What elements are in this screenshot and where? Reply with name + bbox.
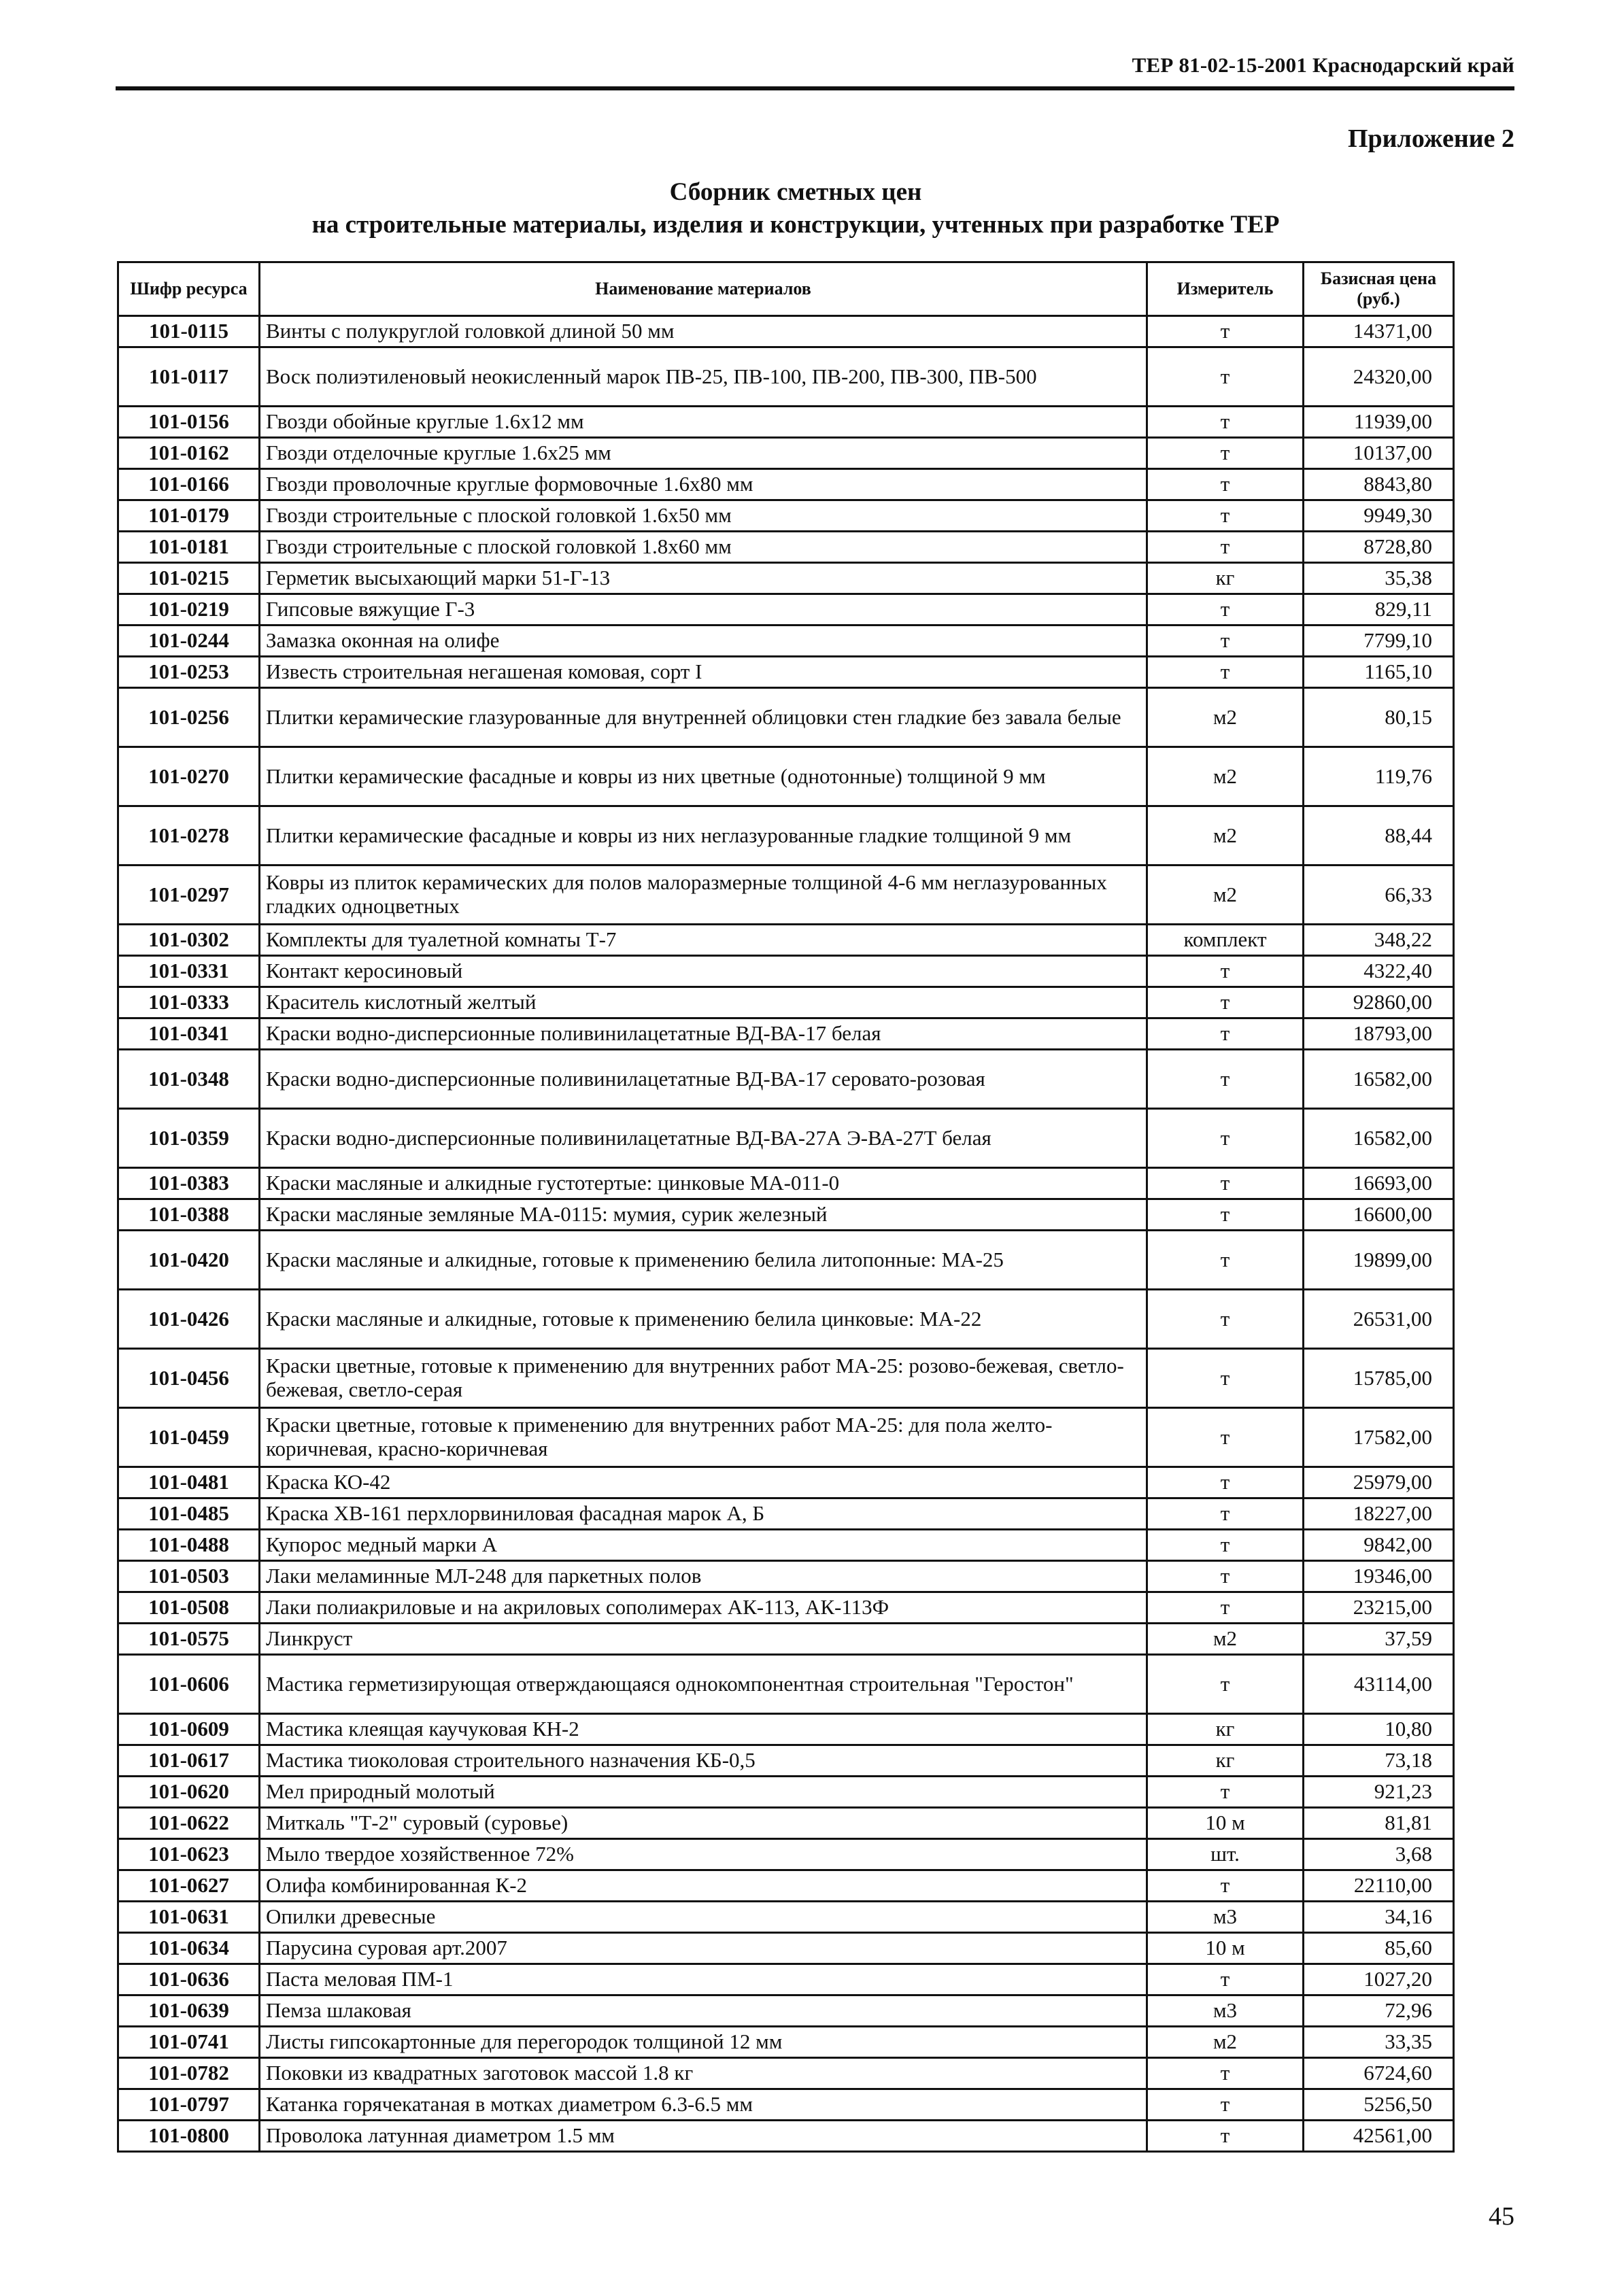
material-name-cell: Опилки древесные: [260, 1902, 1147, 1933]
resource-code-cell: 101-0115: [118, 316, 260, 347]
material-name-cell: Листы гипсокартонные для перегородок толщиной 12 мм: [260, 2027, 1147, 2058]
table-row: [118, 1655, 1454, 1714]
material-name-cell: Плитки керамические фасадные и ковры из них неглазурованные гладкие толщиной 9 мм: [260, 806, 1147, 866]
material-name-cell: Герметик высыхающий марки 51-Г-13: [260, 563, 1147, 594]
resource-code-cell: 101-0609: [118, 1714, 260, 1745]
price-cell: 24320,00: [1304, 347, 1454, 407]
unit-cell: т: [1147, 469, 1304, 500]
table-row: [118, 2058, 1454, 2089]
material-name-cell: Замазка оконная на олифе: [260, 626, 1147, 657]
resource-code-cell: 101-0623: [118, 1839, 260, 1870]
page-number: 45: [1489, 2202, 1514, 2231]
table-row: [118, 469, 1454, 500]
material-name-cell: Краски цветные, готовые к применению для внутренних работ МА-25: для пола желто-коричневая, красно-коричневая: [260, 1408, 1147, 1467]
resource-code-cell: 101-0617: [118, 1745, 260, 1777]
resource-code-cell: 101-0341: [118, 1018, 260, 1050]
price-cell: 72,96: [1304, 1995, 1454, 2027]
price-cell: 6724,60: [1304, 2058, 1454, 2089]
resource-code-cell: 101-0162: [118, 438, 260, 469]
table-row: [118, 1777, 1454, 1808]
price-cell: 119,76: [1304, 747, 1454, 806]
material-name-cell: Поковки из квадратных заготовок массой 1.8 кг: [260, 2058, 1147, 2089]
resource-code-cell: 101-0256: [118, 688, 260, 747]
table-row: [118, 1467, 1454, 1498]
material-name-cell: Краски водно-дисперсионные поливинилацетатные ВД-ВА-27А Э-ВА-27Т белая: [260, 1109, 1147, 1168]
table-row: [118, 2121, 1454, 2152]
material-name-cell: Гвозди проволочные круглые формовочные 1.6х80 мм: [260, 469, 1147, 500]
unit-cell: т: [1147, 657, 1304, 688]
price-cell: 19346,00: [1304, 1561, 1454, 1592]
material-name-cell: Паста меловая ПМ-1: [260, 1964, 1147, 1995]
resource-code-cell: 101-0636: [118, 1964, 260, 1995]
unit-cell: т: [1147, 438, 1304, 469]
material-name-cell: Краски масляные и алкидные, готовые к применению белила литопонные: МА-25: [260, 1231, 1147, 1290]
table-row: [118, 657, 1454, 688]
material-name-cell: Плитки керамические глазурованные для внутренней облицовки стен гладкие без завала белые: [260, 688, 1147, 747]
table-row: [118, 1050, 1454, 1109]
unit-cell: 10 м: [1147, 1808, 1304, 1839]
price-cell: 85,60: [1304, 1933, 1454, 1964]
unit-cell: т: [1147, 1290, 1304, 1349]
unit-cell: кг: [1147, 1714, 1304, 1745]
resource-code-cell: 101-0508: [118, 1592, 260, 1624]
resource-code-cell: 101-0179: [118, 500, 260, 532]
unit-cell: т: [1147, 594, 1304, 626]
material-name-cell: Олифа комбинированная К-2: [260, 1870, 1147, 1902]
price-cell: 4322,40: [1304, 956, 1454, 987]
material-name-cell: Краска ХВ-161 перхлорвиниловая фасадная марок А, Б: [260, 1498, 1147, 1530]
table-row: [118, 2089, 1454, 2121]
material-name-cell: Комплекты для туалетной комнаты Т-7: [260, 925, 1147, 956]
table-row: [118, 1199, 1454, 1231]
price-cell: 34,16: [1304, 1902, 1454, 1933]
table-row: [118, 626, 1454, 657]
resource-code-cell: 101-0359: [118, 1109, 260, 1168]
table-row: [118, 866, 1454, 925]
price-cell: 73,18: [1304, 1745, 1454, 1777]
price-cell: 92860,00: [1304, 987, 1454, 1018]
unit-cell: кг: [1147, 1745, 1304, 1777]
unit-cell: т: [1147, 1964, 1304, 1995]
price-cell: 8843,80: [1304, 469, 1454, 500]
material-name-cell: Мел природный молотый: [260, 1777, 1147, 1808]
unit-cell: кг: [1147, 563, 1304, 594]
unit-cell: м2: [1147, 1624, 1304, 1655]
price-cell: 3,68: [1304, 1839, 1454, 1870]
table-header-row: [118, 262, 1454, 316]
resource-code-cell: 101-0606: [118, 1655, 260, 1714]
resource-code-cell: 101-0575: [118, 1624, 260, 1655]
price-cell: 16693,00: [1304, 1168, 1454, 1199]
unit-cell: т: [1147, 626, 1304, 657]
unit-cell: т: [1147, 2121, 1304, 2152]
material-name-cell: Винты с полукруглой головкой длиной 50 мм: [260, 316, 1147, 347]
material-name-cell: Линкруст: [260, 1624, 1147, 1655]
price-cell: 43114,00: [1304, 1655, 1454, 1714]
resource-code-cell: 101-0278: [118, 806, 260, 866]
price-cell: 14371,00: [1304, 316, 1454, 347]
price-cell: 88,44: [1304, 806, 1454, 866]
resource-code-cell: 101-0348: [118, 1050, 260, 1109]
material-name-cell: Гипсовые вяжущие Г-3: [260, 594, 1147, 626]
material-name-cell: Краски масляные и алкидные, готовые к применению белила цинковые: МА-22: [260, 1290, 1147, 1349]
price-cell: 19899,00: [1304, 1231, 1454, 1290]
price-cell: 33,35: [1304, 2027, 1454, 2058]
table-row: [118, 1530, 1454, 1561]
table-row: [118, 1498, 1454, 1530]
page-title: Сборник сметных цен: [669, 178, 922, 206]
unit-cell: т: [1147, 1498, 1304, 1530]
unit-cell: т: [1147, 1408, 1304, 1467]
material-name-cell: Пемза шлаковая: [260, 1995, 1147, 2027]
table-row: [118, 1290, 1454, 1349]
resource-code-cell: 101-0622: [118, 1808, 260, 1839]
price-cell: 25979,00: [1304, 1467, 1454, 1498]
price-cell: 37,59: [1304, 1624, 1454, 1655]
unit-cell: т: [1147, 1018, 1304, 1050]
material-name-cell: Купорос медный марки А: [260, 1530, 1147, 1561]
unit-cell: т: [1147, 1199, 1304, 1231]
resource-code-cell: 101-0741: [118, 2027, 260, 2058]
table-row: [118, 1964, 1454, 1995]
material-name-cell: Известь строительная негашеная комовая, сорт I: [260, 657, 1147, 688]
table-row: [118, 1109, 1454, 1168]
unit-cell: т: [1147, 1592, 1304, 1624]
resource-code-cell: 101-0426: [118, 1290, 260, 1349]
unit-cell: т: [1147, 1777, 1304, 1808]
material-name-cell: Краситель кислотный желтый: [260, 987, 1147, 1018]
material-name-cell: Контакт керосиновый: [260, 956, 1147, 987]
document-reference: ТЕР 81-02-15-2001 Краснодарский край: [1132, 53, 1514, 77]
resource-code-cell: 101-0620: [118, 1777, 260, 1808]
table-row: [118, 1561, 1454, 1592]
unit-cell: м2: [1147, 866, 1304, 925]
unit-cell: м3: [1147, 1902, 1304, 1933]
table-row: [118, 2027, 1454, 2058]
material-name-cell: Мастика герметизирующая отверждающаяся однокомпонентная строительная "Геростон": [260, 1655, 1147, 1714]
unit-cell: м3: [1147, 1995, 1304, 2027]
unit-cell: т: [1147, 1349, 1304, 1408]
price-cell: 16582,00: [1304, 1109, 1454, 1168]
unit-cell: т: [1147, 1530, 1304, 1561]
table-row: [118, 347, 1454, 407]
price-cell: 5256,50: [1304, 2089, 1454, 2121]
price-cell: 348,22: [1304, 925, 1454, 956]
resource-code-cell: 101-0631: [118, 1902, 260, 1933]
price-cell: 10137,00: [1304, 438, 1454, 469]
table-row: [118, 316, 1454, 347]
unit-cell: т: [1147, 1050, 1304, 1109]
unit-cell: т: [1147, 1655, 1304, 1714]
resource-code-cell: 101-0388: [118, 1199, 260, 1231]
material-name-cell: Мыло твердое хозяйственное 72%: [260, 1839, 1147, 1870]
unit-cell: т: [1147, 316, 1304, 347]
column-header-price: Базисная цена (руб.): [1304, 262, 1454, 316]
table-row: [118, 1870, 1454, 1902]
table-row: [118, 1018, 1454, 1050]
table-row: [118, 1408, 1454, 1467]
material-name-cell: Гвозди обойные круглые 1.6х12 мм: [260, 407, 1147, 438]
materials-table: [117, 261, 1455, 2153]
price-cell: 16582,00: [1304, 1050, 1454, 1109]
table-row: [118, 956, 1454, 987]
resource-code-cell: 101-0481: [118, 1467, 260, 1498]
unit-cell: шт.: [1147, 1839, 1304, 1870]
price-cell: 26531,00: [1304, 1290, 1454, 1349]
unit-cell: т: [1147, 1467, 1304, 1498]
table-row: [118, 1839, 1454, 1870]
price-cell: 829,11: [1304, 594, 1454, 626]
unit-cell: т: [1147, 1231, 1304, 1290]
table-row: [118, 407, 1454, 438]
price-cell: 23215,00: [1304, 1592, 1454, 1624]
table-row: [118, 925, 1454, 956]
table-row: [118, 438, 1454, 469]
price-cell: 7799,10: [1304, 626, 1454, 657]
material-name-cell: Миткаль "Т-2" суровый (суровье): [260, 1808, 1147, 1839]
unit-cell: т: [1147, 1168, 1304, 1199]
resource-code-cell: 101-0456: [118, 1349, 260, 1408]
table-row: [118, 1592, 1454, 1624]
unit-cell: т: [1147, 956, 1304, 987]
unit-cell: т: [1147, 347, 1304, 407]
material-name-cell: Краски водно-дисперсионные поливинилацетатные ВД-ВА-17 белая: [260, 1018, 1147, 1050]
material-name-cell: Лаки полиакриловые и на акриловых сополимерах АК-113, АК-113Ф: [260, 1592, 1147, 1624]
column-header-unit: Измеритель: [1147, 262, 1304, 316]
resource-code-cell: 101-0244: [118, 626, 260, 657]
column-header-name: Наименование материалов: [260, 262, 1147, 316]
price-cell: 66,33: [1304, 866, 1454, 925]
resource-code-cell: 101-0331: [118, 956, 260, 987]
resource-code-cell: 101-0383: [118, 1168, 260, 1199]
resource-code-cell: 101-0117: [118, 347, 260, 407]
material-name-cell: Мастика клеящая каучуковая КН-2: [260, 1714, 1147, 1745]
price-cell: 17582,00: [1304, 1408, 1454, 1467]
resource-code-cell: 101-0627: [118, 1870, 260, 1902]
material-name-cell: Краски масляные земляные МА-0115: мумия, сурик железный: [260, 1199, 1147, 1231]
table-row: [118, 1995, 1454, 2027]
price-cell: 81,81: [1304, 1808, 1454, 1839]
unit-cell: т: [1147, 407, 1304, 438]
table-row: [118, 500, 1454, 532]
resource-code-cell: 101-0800: [118, 2121, 260, 2152]
table-row: [118, 563, 1454, 594]
material-name-cell: Гвозди строительные с плоской головкой 1.6х50 мм: [260, 500, 1147, 532]
table-row: [118, 1902, 1454, 1933]
table-row: [118, 1714, 1454, 1745]
unit-cell: т: [1147, 1109, 1304, 1168]
unit-cell: м2: [1147, 806, 1304, 866]
unit-cell: м2: [1147, 747, 1304, 806]
table-row: [118, 987, 1454, 1018]
appendix-label: Приложение 2: [1347, 124, 1514, 153]
unit-cell: т: [1147, 1870, 1304, 1902]
table-body: [118, 316, 1454, 2152]
price-cell: 15785,00: [1304, 1349, 1454, 1408]
price-cell: 22110,00: [1304, 1870, 1454, 1902]
unit-cell: т: [1147, 2089, 1304, 2121]
table-row: [118, 532, 1454, 563]
price-cell: 1165,10: [1304, 657, 1454, 688]
resource-code-cell: 101-0782: [118, 2058, 260, 2089]
price-cell: 921,23: [1304, 1777, 1454, 1808]
resource-code-cell: 101-0333: [118, 987, 260, 1018]
resource-code-cell: 101-0219: [118, 594, 260, 626]
unit-cell: т: [1147, 500, 1304, 532]
price-cell: 8728,80: [1304, 532, 1454, 563]
material-name-cell: Мастика тиоколовая строительного назначения КБ-0,5: [260, 1745, 1147, 1777]
unit-cell: м2: [1147, 688, 1304, 747]
price-cell: 9842,00: [1304, 1530, 1454, 1561]
resource-code-cell: 101-0253: [118, 657, 260, 688]
unit-cell: 10 м: [1147, 1933, 1304, 1964]
material-name-cell: Ковры из плиток керамических для полов малоразмерные толщиной 4-6 мм неглазурованных гладких одноцветных: [260, 866, 1147, 925]
material-name-cell: Парусина суровая арт.2007: [260, 1933, 1147, 1964]
page-subtitle: на строительные материалы, изделия и конструкции, учтенных при разработке ТЕР: [311, 211, 1280, 239]
table-row: [118, 747, 1454, 806]
price-cell: 42561,00: [1304, 2121, 1454, 2152]
price-cell: 16600,00: [1304, 1199, 1454, 1231]
table-row: [118, 1231, 1454, 1290]
price-cell: 18227,00: [1304, 1498, 1454, 1530]
material-name-cell: Краски цветные, готовые к применению для внутренних работ МА-25: розово-бежевая, светло-бежевая, светло-серая: [260, 1349, 1147, 1408]
table-row: [118, 1168, 1454, 1199]
resource-code-cell: 101-0270: [118, 747, 260, 806]
price-cell: 18793,00: [1304, 1018, 1454, 1050]
resource-code-cell: 101-0302: [118, 925, 260, 956]
price-cell: 10,80: [1304, 1714, 1454, 1745]
table-row: [118, 806, 1454, 866]
material-name-cell: Катанка горячекатаная в мотках диаметром 6.3-6.5 мм: [260, 2089, 1147, 2121]
header-rule: [116, 86, 1514, 90]
table-row: [118, 1933, 1454, 1964]
resource-code-cell: 101-0215: [118, 563, 260, 594]
price-cell: 1027,20: [1304, 1964, 1454, 1995]
resource-code-cell: 101-0181: [118, 532, 260, 563]
table-row: [118, 1624, 1454, 1655]
resource-code-cell: 101-0166: [118, 469, 260, 500]
table-row: [118, 594, 1454, 626]
price-cell: 35,38: [1304, 563, 1454, 594]
material-name-cell: Краски масляные и алкидные густотертые: цинковые МА-011-0: [260, 1168, 1147, 1199]
price-cell: 9949,30: [1304, 500, 1454, 532]
material-name-cell: Воск полиэтиленовый неокисленный марок ПВ-25, ПВ-100, ПВ-200, ПВ-300, ПВ-500: [260, 347, 1147, 407]
resource-code-cell: 101-0797: [118, 2089, 260, 2121]
table-row: [118, 688, 1454, 747]
unit-cell: т: [1147, 1561, 1304, 1592]
resource-code-cell: 101-0156: [118, 407, 260, 438]
price-cell: 80,15: [1304, 688, 1454, 747]
table-row: [118, 1808, 1454, 1839]
material-name-cell: Плитки керамические фасадные и ковры из них цветные (однотонные) толщиной 9 мм: [260, 747, 1147, 806]
resource-code-cell: 101-0459: [118, 1408, 260, 1467]
material-name-cell: Лаки меламинные МЛ-248 для паркетных полов: [260, 1561, 1147, 1592]
unit-cell: т: [1147, 532, 1304, 563]
table-row: [118, 1349, 1454, 1408]
price-cell: 11939,00: [1304, 407, 1454, 438]
material-name-cell: Краски водно-дисперсионные поливинилацетатные ВД-ВА-17 серовато-розовая: [260, 1050, 1147, 1109]
resource-code-cell: 101-0485: [118, 1498, 260, 1530]
column-header-code: Шифр ресурса: [118, 262, 260, 316]
resource-code-cell: 101-0634: [118, 1933, 260, 1964]
resource-code-cell: 101-0297: [118, 866, 260, 925]
resource-code-cell: 101-0503: [118, 1561, 260, 1592]
material-name-cell: Проволока латунная диаметром 1.5 мм: [260, 2121, 1147, 2152]
material-name-cell: Гвозди отделочные круглые 1.6х25 мм: [260, 438, 1147, 469]
material-name-cell: Краска КО-42: [260, 1467, 1147, 1498]
unit-cell: комплект: [1147, 925, 1304, 956]
unit-cell: м2: [1147, 2027, 1304, 2058]
unit-cell: т: [1147, 987, 1304, 1018]
unit-cell: т: [1147, 2058, 1304, 2089]
material-name-cell: Гвозди строительные с плоской головкой 1.8х60 мм: [260, 532, 1147, 563]
resource-code-cell: 101-0488: [118, 1530, 260, 1561]
resource-code-cell: 101-0420: [118, 1231, 260, 1290]
table-row: [118, 1745, 1454, 1777]
resource-code-cell: 101-0639: [118, 1995, 260, 2027]
